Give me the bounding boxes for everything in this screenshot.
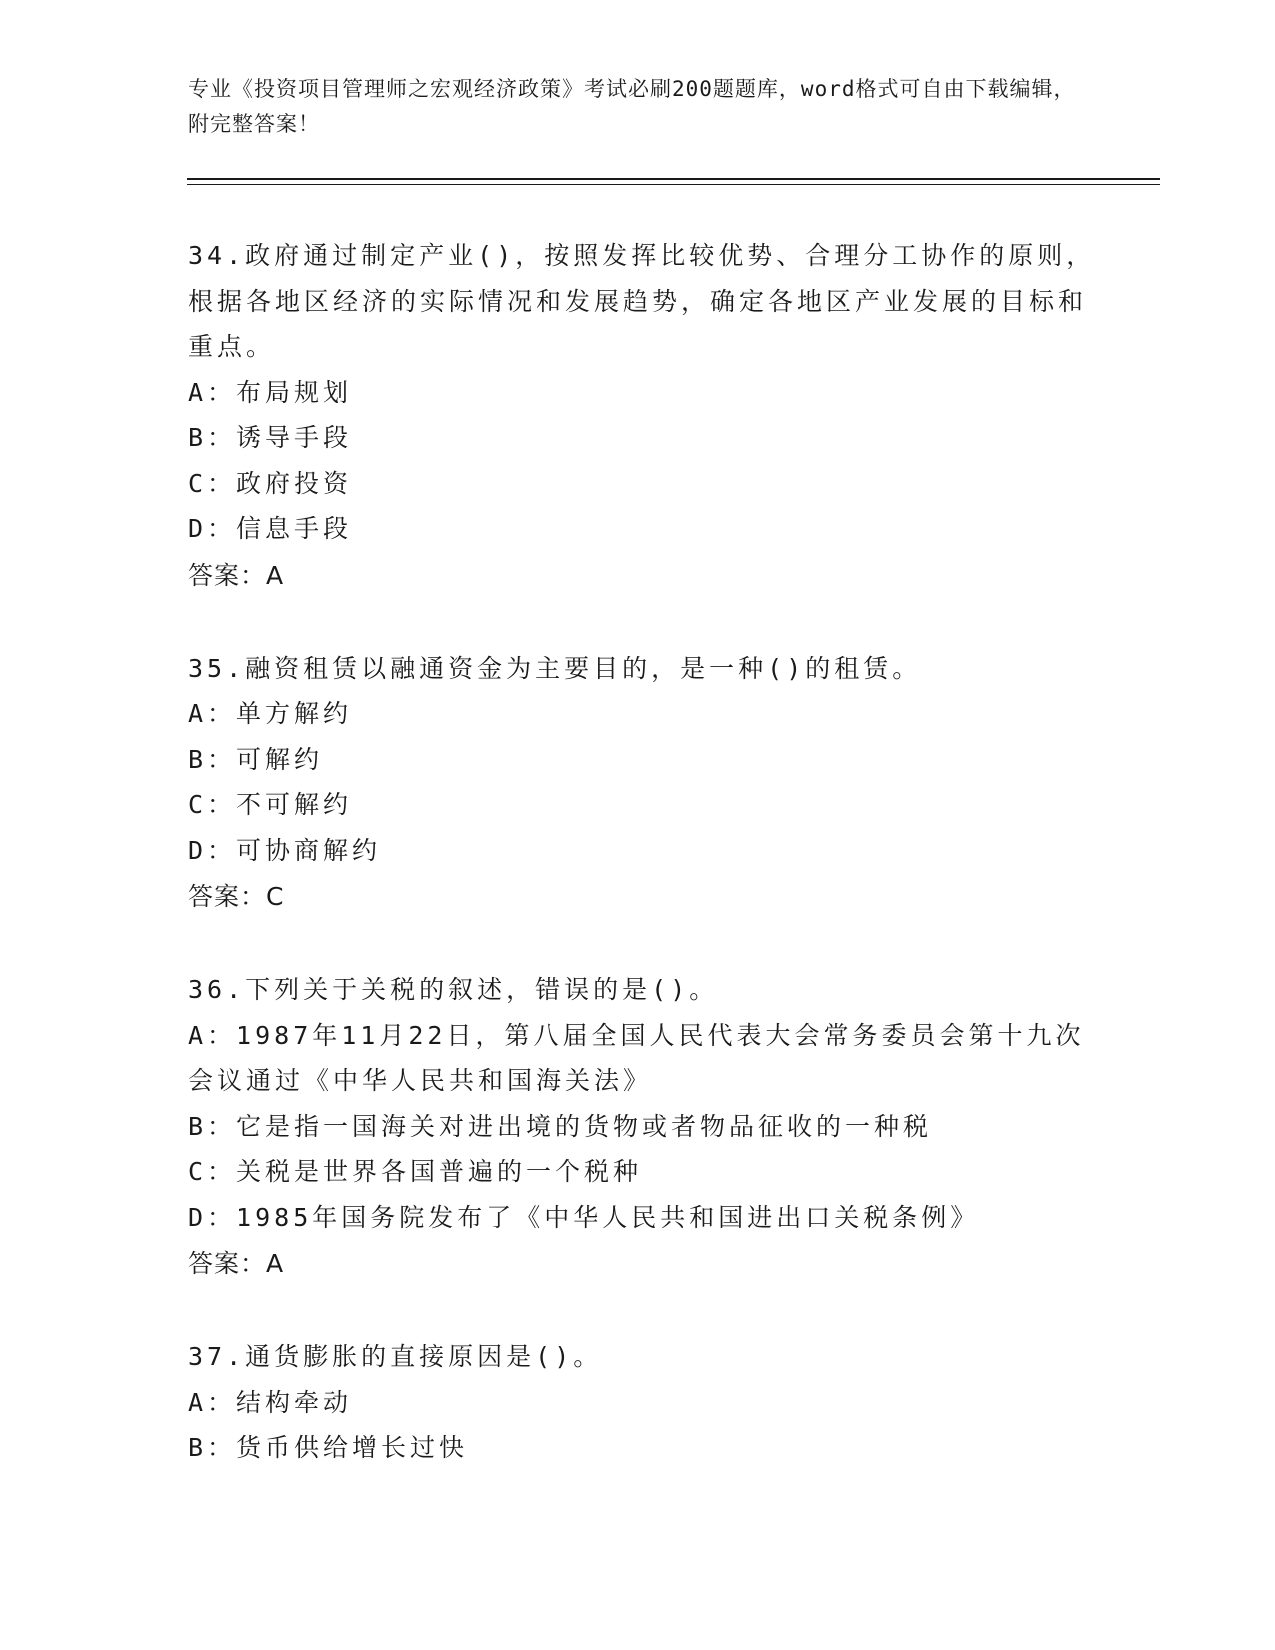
option-a: A：单方解约 xyxy=(188,699,353,728)
header-divider xyxy=(187,178,1160,185)
question-35 xyxy=(188,646,1108,921)
question-36 xyxy=(188,967,1108,1287)
option-b: B：可解约 xyxy=(188,744,324,774)
option-b: B：诱导手段 xyxy=(188,423,353,452)
answer-text: 答案：C xyxy=(188,882,285,911)
answer-text: 答案：A xyxy=(188,560,285,590)
question-text: 34.政府通过制定产业()，按照发挥比较优势、合理分工协作的原则，根据各地区经济的实际情况和发展趋势，确定各地区产业发展的目标和重点。 xyxy=(188,241,1096,361)
answer-text: 答案：A xyxy=(188,1249,285,1278)
option-b: B：它是指一国海关对进出境的货物或者物品征收的一种税 xyxy=(188,1111,933,1141)
option-c: C：不可解约 xyxy=(188,790,353,819)
option-b: B：货币供给增长过快 xyxy=(188,1433,469,1462)
option-a: A：结构牵动 xyxy=(188,1387,353,1417)
question-37 xyxy=(188,1334,1108,1471)
question-34 xyxy=(188,233,1108,599)
option-c: C：政府投资 xyxy=(188,468,353,498)
question-list xyxy=(188,233,1108,1518)
question-text: 35.融资租赁以融通资金为主要目的，是一种()的租赁。 xyxy=(188,653,922,683)
document-header xyxy=(188,72,1088,142)
option-d: D：1985年国务院发布了《中华人民共和国进出口关税条例》 xyxy=(188,1202,980,1232)
question-text: 36.下列关于关税的叙述，错误的是()。 xyxy=(188,975,719,1004)
option-c: C：关税是世界各国普遍的一个税种 xyxy=(188,1157,643,1186)
option-d: D：信息手段 xyxy=(188,514,353,543)
header-intro-text: 专业《投资项目管理师之宏观经济政策》考试必刷200题题库，word格式可自由下载编辑，附完整答案！ xyxy=(188,77,1076,136)
option-d: D：可协商解约 xyxy=(188,835,382,865)
question-text: 37.通货膨胀的直接原因是()。 xyxy=(188,1342,603,1371)
option-a: A：1987年11月22日，第八届全国人民代表大会常务委员会第十九次会议通过《中华人民共和国海关法》 xyxy=(188,1020,1085,1095)
option-a: A：布局规划 xyxy=(188,377,353,407)
